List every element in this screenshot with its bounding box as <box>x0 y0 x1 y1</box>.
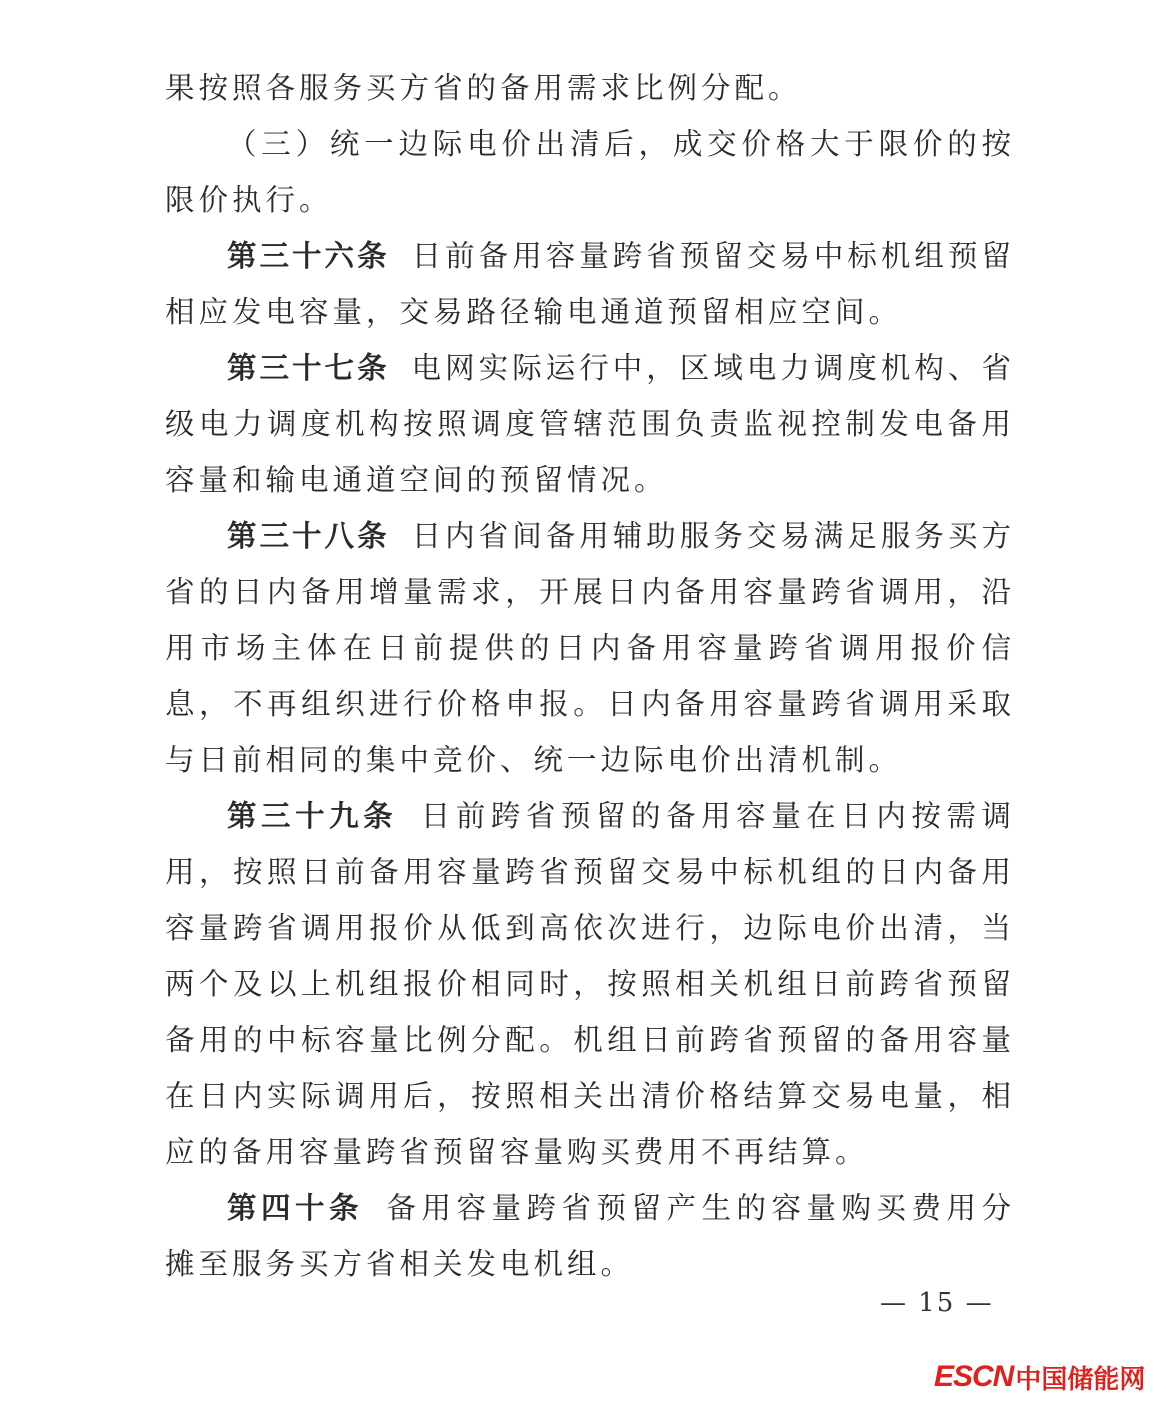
watermark-site-name: 中国储能网 <box>1015 1364 1146 1395</box>
article-text: 电网实际运行中，区域电力调度机构、省级电力调度机构按照调度管辖范围负责监视控制发电备用容量和输电通道空间的预留情况。 <box>165 351 1015 497</box>
paragraph-continuation <box>165 60 1015 116</box>
article-38 <box>165 508 1015 788</box>
article-text: 备用容量跨省预留产生的容量购买费用分摊至服务买方省相关发电机组。 <box>165 1191 1015 1281</box>
article-36 <box>165 228 1015 340</box>
article-number: 第三十九条 <box>227 798 398 833</box>
article-number: 第四十条 <box>227 1190 363 1225</box>
paragraph-text: 果按照各服务买方省的备用需求比例分配。 <box>165 71 802 105</box>
article-text: 日前备用容量跨省预留交易中标机组预留相应发电容量，交易路径输电通道预留相应空间。 <box>165 239 1015 329</box>
paragraph-item-3 <box>165 116 1015 228</box>
watermark <box>934 1360 1145 1394</box>
article-37 <box>165 340 1015 508</box>
paragraph-text: （三）统一边际电价出清后，成交价格大于限价的按限价执行。 <box>165 127 1015 217</box>
article-number: 第三十七条 <box>227 350 390 385</box>
document-body <box>165 60 1015 1292</box>
article-text: 日内省间备用辅助服务交易满足服务买方省的日内备用增量需求，开展日内备用容量跨省调用，沿用市场主体在日前提供的日内备用容量跨省调用报价信息，不再组织进行价格申报。日内备用容量跨省调用采取与日前相同的集中竞价、统一边际电价出清机制。 <box>165 519 1015 777</box>
article-39 <box>165 788 1015 1180</box>
article-text: 日前跨省预留的备用容量在日内按需调用，按照日前备用容量跨省预留交易中标机组的日内备用容量跨省调用报价从低到高依次进行，边际电价出清，当两个及以上机组报价相同时，按照相关机组日前跨省预留备用的中标容量比例分配。机组日前跨省预留的备用容量在日内实际调用后，按照相关出清价格结算交易电量，相应的备用容量跨省预留容量购买费用不再结算。 <box>165 799 1015 1169</box>
article-number: 第三十八条 <box>227 518 390 553</box>
article-number: 第三十六条 <box>227 238 390 273</box>
watermark-logo: ESCN <box>934 1360 1014 1393</box>
article-40 <box>165 1180 1015 1292</box>
page-number: — 15 — <box>880 1288 994 1318</box>
